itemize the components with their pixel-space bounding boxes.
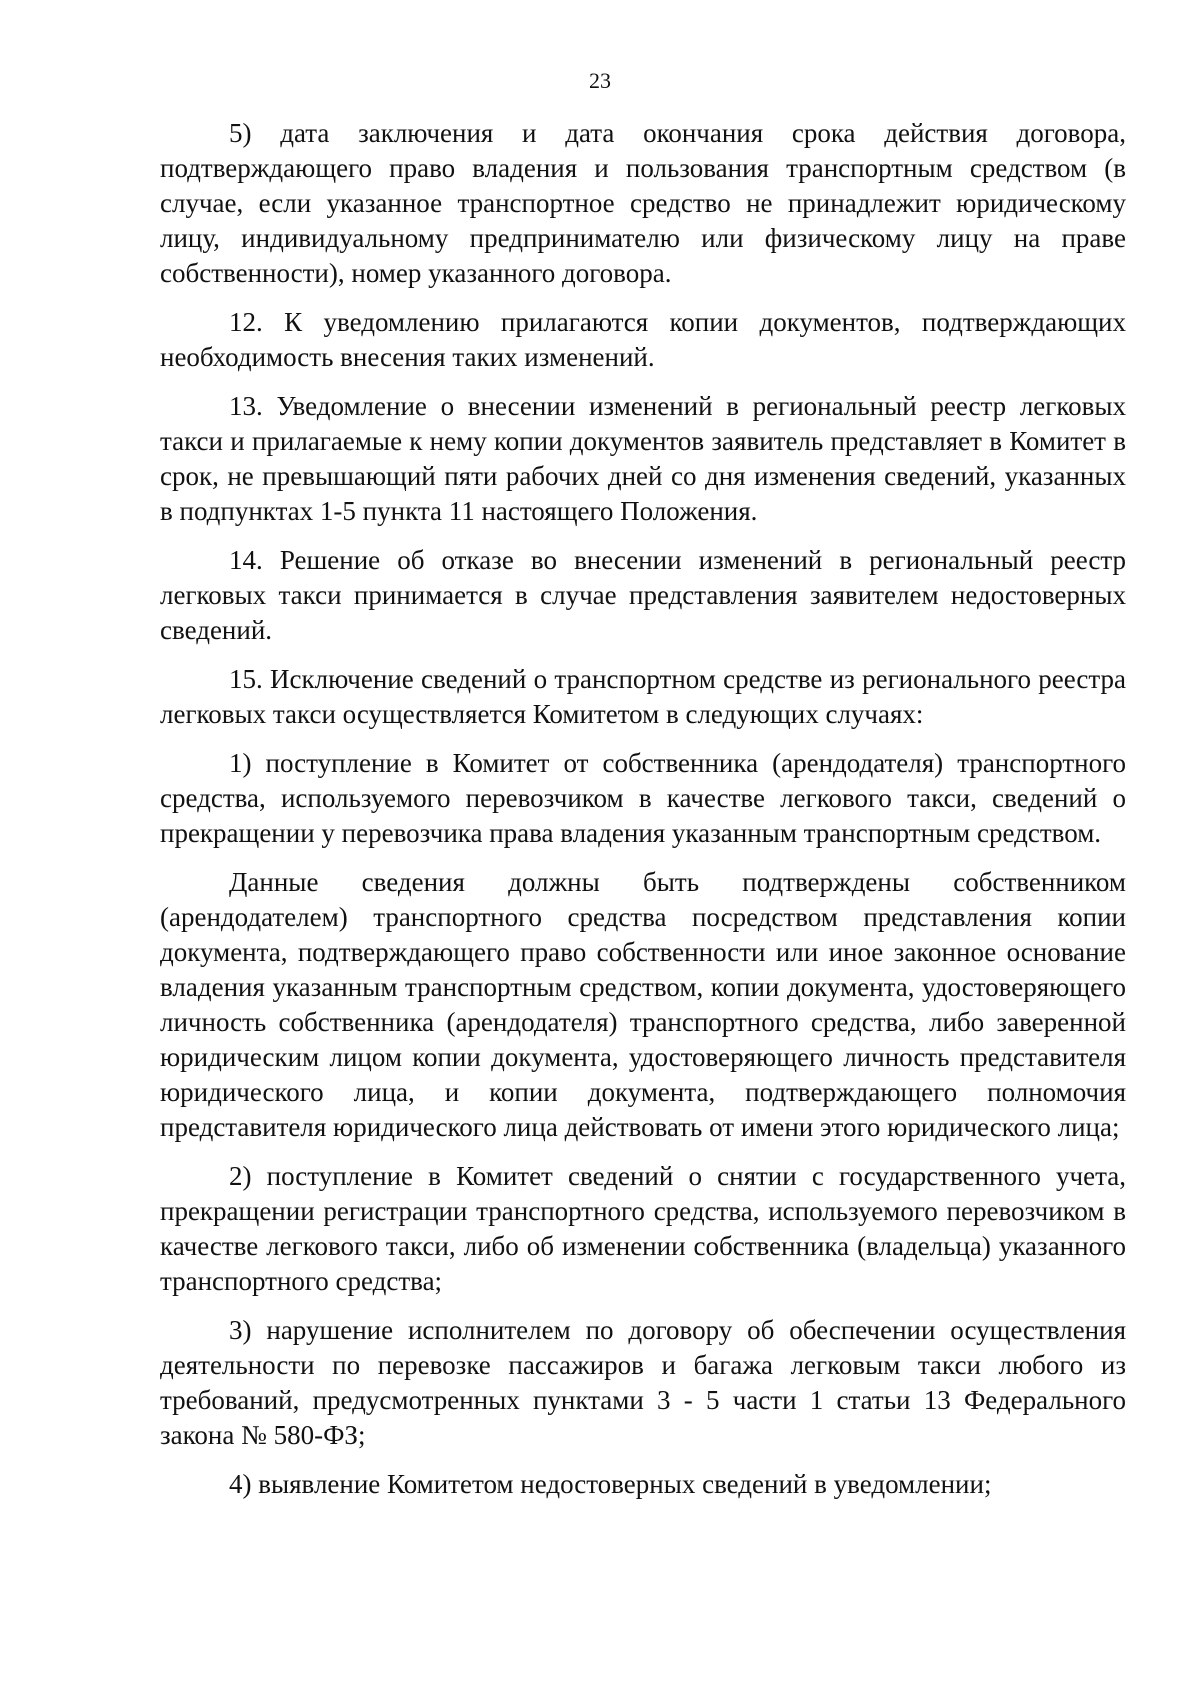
paragraph-15-item-2: 2) поступление в Комитет сведений о снятии с государственного учета, прекращении регистрации транспортного средства, используемого перевозчиком в качестве легкового такси, либо об изменении собственника (владельца) указанного транспортного средства; — [160, 1161, 1126, 1296]
paragraph-12: 12. К уведомлению прилагаются копии документов, подтверждающих необходимость внесения таких изменений. — [160, 307, 1126, 372]
document-body — [160, 116, 1126, 1502]
paragraph-15: 15. Исключение сведений о транспортном средстве из регионального реестра легковых такси осуществляется Комитетом в следующих случаях: — [160, 664, 1126, 729]
paragraph-15-item-1-details: Данные сведения должны быть подтверждены собственником (арендодателем) транспортного средства посредством представления копии документа, подтверждающего право собственности или иное законное основание владения указанным транспортным средством, копии документа, удостоверяющего личность собственника (арендодателя) транспортного средства, либо заверенной юридическим лицом копии документа, удостоверяющего личность представителя юридического лица, и копии документа, подтверждающего полномочия представителя юридического лица действовать от имени этого юридического лица; — [160, 867, 1126, 1142]
paragraph-14: 14. Решение об отказе во внесении изменений в региональный реестр легковых такси принимается в случае представления заявителем недостоверных сведений. — [160, 545, 1126, 645]
paragraph-13: 13. Уведомление о внесении изменений в региональный реестр легковых такси и прилагаемые к нему копии документов заявитель представляет в Комитет в срок, не превышающий пяти рабочих дней со дня изменения сведений, указанных в подпунктах 1-5 пункта 11 настоящего Положения. — [160, 391, 1126, 526]
page-number: 23 — [589, 68, 611, 93]
paragraph-15-item-1: 1) поступление в Комитет от собственника (арендодателя) транспортного средства, используемого перевозчиком в качестве легкового такси, сведений о прекращении у перевозчика права владения указанным транспортным средством. — [160, 748, 1126, 848]
paragraph-15-item-3: 3) нарушение исполнителем по договору об обеспечении осуществления деятельности по перевозке пассажиров и багажа легковым такси любого из требований, предусмотренных пунктами 3 - 5 части 1 статьи 13 Федерального закона № 580-ФЗ; — [160, 1315, 1126, 1450]
paragraph-item-5: 5) дата заключения и дата окончания срока действия договора, подтверждающего право владения и пользования транспортным средством (в случае, если указанное транспортное средство не принадлежит юридическому лицу, индивидуальному предпринимателю или физическому лицу на праве собственности), номер указанного договора. — [160, 118, 1126, 288]
paragraph-15-item-4: 4) выявление Комитетом недостоверных сведений в уведомлении; — [229, 1469, 992, 1499]
